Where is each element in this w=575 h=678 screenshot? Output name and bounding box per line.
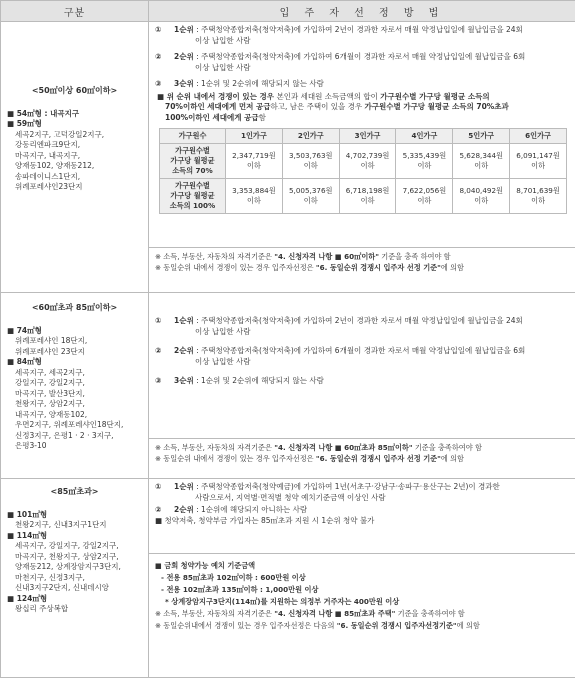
deposit-exception: * 상계장암지구3단지(114㎡)를 지원하는 의정부 거주자는 400만원 이상 xyxy=(155,596,569,608)
rank-1: ① 1순위 : 주택청약종합저축(청약예금)에 가입하여 1년(서초구·강남구·송파구·용산구는 2년)이 경과한 xyxy=(155,482,569,493)
section-2-title: <60㎡초과 85㎡이하> xyxy=(7,303,142,314)
income-table-header: 가구원수 1인가구 2인가구 3인가구 4인가구 5인가구 6인가구 xyxy=(160,129,567,144)
section-2-method xyxy=(149,293,575,479)
section-over-85 xyxy=(1,479,575,678)
district-item: 마곡지구, 발산3단지, xyxy=(7,389,142,400)
rank-3: ③ 3순위 : 1순위 및 2순위에 해당되지 않는 사람 xyxy=(155,376,569,387)
section-3-method xyxy=(149,479,575,678)
rank-1: ① 1순위 : 주택청약종합저축(청약저축)에 가입하여 2년이 경과한 자로서 매월 약정납입일에 월납입금을 24회 xyxy=(155,25,569,36)
section-1-rules: ① 1순위 : 주택청약종합저축(청약저축)에 가입하여 2년이 경과한 자로서 매월 약정납입일에 월납입금을 24회 이상 납입한 사람 ② 2순위 : 주택청약종합저축(청약저축)에 가입하여 6개월이 경과한 자로서 매월 약정납입일에 월납입금을 6회 이상 납입한 사람 ③ 3순위 : 1순위 및 2순위에 해당되지 않는 사람 ■ 위 순위 내에서 경쟁이 있는 경우 본인과 세대원 소득금액의 합이 가구원수별 가구당 월평균 소득의 70%이하인 세대에게 먼저 공급하고, 남은 주택이 있을 경우 가구원수별 가구당 월평균 소득의 70%초과 100%이하인 세대에게 공급함 가구원수 1인가구 2인가구 3인가구 4인가구 5인가구 6인가구 가구원수별 가구당 월평균 소득의 70% 2,347,719원 이하 3,503,763원 이하 4,702,739원 이하 5,335,439원 이하 5,628,344원 이하 6,091,147원 이하 가구원수별 가구당 월평균 소득의 100% 3,353,884원 이하 5,005,376원 이하 6,718,198원 이하 7,622,056원 이하 8,040,492원 이하 8,701,639원 이하 xyxy=(149,22,575,247)
district-item: 천왕지구, 상암2지구, xyxy=(7,399,142,410)
district-item: 천왕2지구, 신내3지구1단지 xyxy=(7,520,142,531)
rank-2: ② 2순위 : 주택청약종합저축(청약저축)에 가입하여 6개월이 경과한 자로서 매월 약정납입일에 월납입금을 6회 xyxy=(155,346,569,357)
note-tie-break: ※ 동일순위 내에서 경쟁이 있는 경우 입주자선정은 "6. 동일순위 경쟁시 입주자 선정 기준"에 의함 xyxy=(155,453,569,464)
district-item: 세곡2지구, 고덕강일2지구, xyxy=(7,130,142,141)
district-item: 은평3-10 xyxy=(7,441,142,452)
header-method: 입 주 자 선 정 방 법 xyxy=(149,1,575,22)
section-2-category xyxy=(1,293,149,479)
section-1-notes xyxy=(149,247,575,285)
rank-2: ② 2순위 : 주택청약종합저축(청약저축)에 가입하여 6개월이 경과한 자로서 매월 약정납입일에 월납입금을 6회 xyxy=(155,52,569,63)
district-item: 양재동102, 양재동212, xyxy=(7,161,142,172)
deposit-102-135: - 전용 102㎡초과 135㎡이하 : 1,000만원 이상 xyxy=(155,584,569,596)
district-item: 송파데이니스1단지, xyxy=(7,172,142,183)
income-row-100: 가구원수별 가구당 월평균 소득의 100% 3,353,884원 이하 5,005,376원 이하 6,718,198원 이하 7,622,056원 이하 8,040,492원 이하 8,701,639원 이하 xyxy=(160,179,567,214)
district-item: 마곡지구, 천왕지구, 상암2지구, xyxy=(7,552,142,563)
district-item: 신내3지구2단지, 신내데시앙 xyxy=(7,583,142,594)
district-item: 마천지구, 신정3지구, xyxy=(7,573,142,584)
rank-2: ② 2순위 : 1순위에 해당되지 아니하는 사람 xyxy=(155,505,569,516)
district-item: 위례포레샤인23단지 xyxy=(7,182,142,193)
note-qualification: ※ 소득, 부동산, 자동차의 자격기준은 "4. 신청자격 나항 ■ 85㎡초과 주택" 기준을 충족하여야 함 xyxy=(155,608,569,620)
section-3-title: <85㎡초과> xyxy=(7,487,142,498)
district-item: 양재동212, 상계장암지구3단지, xyxy=(7,562,142,573)
section-1-method xyxy=(149,22,575,293)
section-60-to-85 xyxy=(1,293,575,479)
district-item: 내곡지구, 양재동102, xyxy=(7,410,142,421)
type-item: ■ 101㎡형 xyxy=(7,510,142,521)
note-tie-break: ※ 동일순위 내에서 경쟁이 있는 경우 입주자선정은 "6. 동일순위 경쟁시 입주자 선정 기준"에 의함 xyxy=(155,262,569,273)
section-60-or-less xyxy=(1,22,575,293)
section-3-category xyxy=(1,479,149,678)
type-item: ■ 114㎡형 xyxy=(7,531,142,542)
deposit-title: ■ 금회 청약가능 예치 기준금액 xyxy=(155,560,569,572)
district-item: 위례포레샤인 23단지 xyxy=(7,347,142,358)
note-qualification: ※ 소득, 부동산, 자동차의 자격기준은 "4. 신청자격 나항 ■ 60㎡이하" 기준을 충족 하여야 함 xyxy=(155,251,569,262)
note-qualification: ※ 소득, 부동산, 자동차의 자격기준은 "4. 신청자격 나항 ■ 60㎡초과 85㎡이하" 기준을 충족하여야 함 xyxy=(155,442,569,453)
section-1-title: <50㎡이상 60㎡이하> xyxy=(7,86,142,97)
section-2-rules: ① 1순위 : 주택청약종합저축(청약저축)에 가입하여 2년이 경과한 자로서 매월 약정납입일에 월납입금을 24회 이상 납입한 사람 ② 2순위 : 주택청약종합저축(청약저축)에 가입하여 6개월이 경과한 자로서 매월 약정납입일에 월납입금을 6회 이상 납입한 사람 ③ 3순위 : 1순위 및 2순위에 해당되지 않는 사람 xyxy=(149,293,575,438)
deposit-85-102: - 전용 85㎡초과 102㎡이하 : 600만원 이상 xyxy=(155,572,569,584)
district-item: 세곡지구, 세곡2지구, xyxy=(7,368,142,379)
rank-3: ③ 3순위 : 1순위 및 2순위에 해당되지 않는 사람 xyxy=(155,79,569,90)
district-item: 신정3지구, 은평1 · 2 · 3지구, xyxy=(7,431,142,442)
district-item: 세곡지구, 강일지구, 강일2지구, xyxy=(7,541,142,552)
note-tie-break: ※ 동일순위내에서 경쟁이 있는 경우 입주자선정은 다음의 "6. 동일순위 경쟁시 입주자선정기준"에 의함 xyxy=(155,620,569,632)
income-table xyxy=(159,128,567,214)
tie-break-note: ■ 위 순위 내에서 경쟁이 있는 경우 본인과 세대원 소득금액의 합이 가구원수별 가구당 월평균 소득의 70%이하인 세대에게 먼저 공급하고, 남은 주택이 있을 경우 가구원수별 가구당 월평균 소득의 70%초과 100%이하인 세대에게 공급함 xyxy=(155,92,569,124)
section-1-category xyxy=(1,22,149,293)
district-item: 왕십리 주상복합 xyxy=(7,604,142,615)
district-item: 마곡지구, 내곡지구, xyxy=(7,151,142,162)
section-3-deposit-notes xyxy=(149,553,575,675)
section-3-rules: ① 1순위 : 주택청약종합저축(청약예금)에 가입하여 1년(서초구·강남구·송파구·용산구는 2년)이 경과한 사람으로서, 지역별·면적별 청약 예치기준금액 이상인 사람 ② 2순위 : 1순위에 해당되지 아니하는 사람 ■ 청약저축, 청약부금 가입자는 85㎡초과 지원 시 1순위 청약 불가 xyxy=(149,479,575,553)
header-category: 구분 xyxy=(1,1,149,22)
rank-1: ① 1순위 : 주택청약종합저축(청약저축)에 가입하여 2년이 경과한 자로서 매월 약정납입일에 월납입금을 24회 xyxy=(155,316,569,327)
district-item: 위례포레샤인 18단지, xyxy=(7,336,142,347)
type-item: ■ 59㎡형 xyxy=(7,119,142,130)
type-item: ■ 84㎡형 xyxy=(7,357,142,368)
district-item: 강동리엔파크9단지, xyxy=(7,140,142,151)
type-item: ■ 124㎡형 xyxy=(7,594,142,605)
type-item: ■ 74㎡형 xyxy=(7,326,142,337)
district-item: 우면2지구, 위례포레샤인18단지, xyxy=(7,420,142,431)
district-item: 강일지구, 강일2지구, xyxy=(7,378,142,389)
income-row-70: 가구원수별 가구당 월평균 소득의 70% 2,347,719원 이하 3,503,763원 이하 4,702,739원 이하 5,335,439원 이하 5,628,344원 이하 6,091,147원 이하 xyxy=(160,144,567,179)
savings-note: ■ 청약저축, 청약부금 가입자는 85㎡초과 지원 시 1순위 청약 불가 xyxy=(155,516,569,527)
section-2-notes xyxy=(149,438,575,477)
type-item: ■ 54㎡형 : 내곡지구 xyxy=(7,109,142,120)
